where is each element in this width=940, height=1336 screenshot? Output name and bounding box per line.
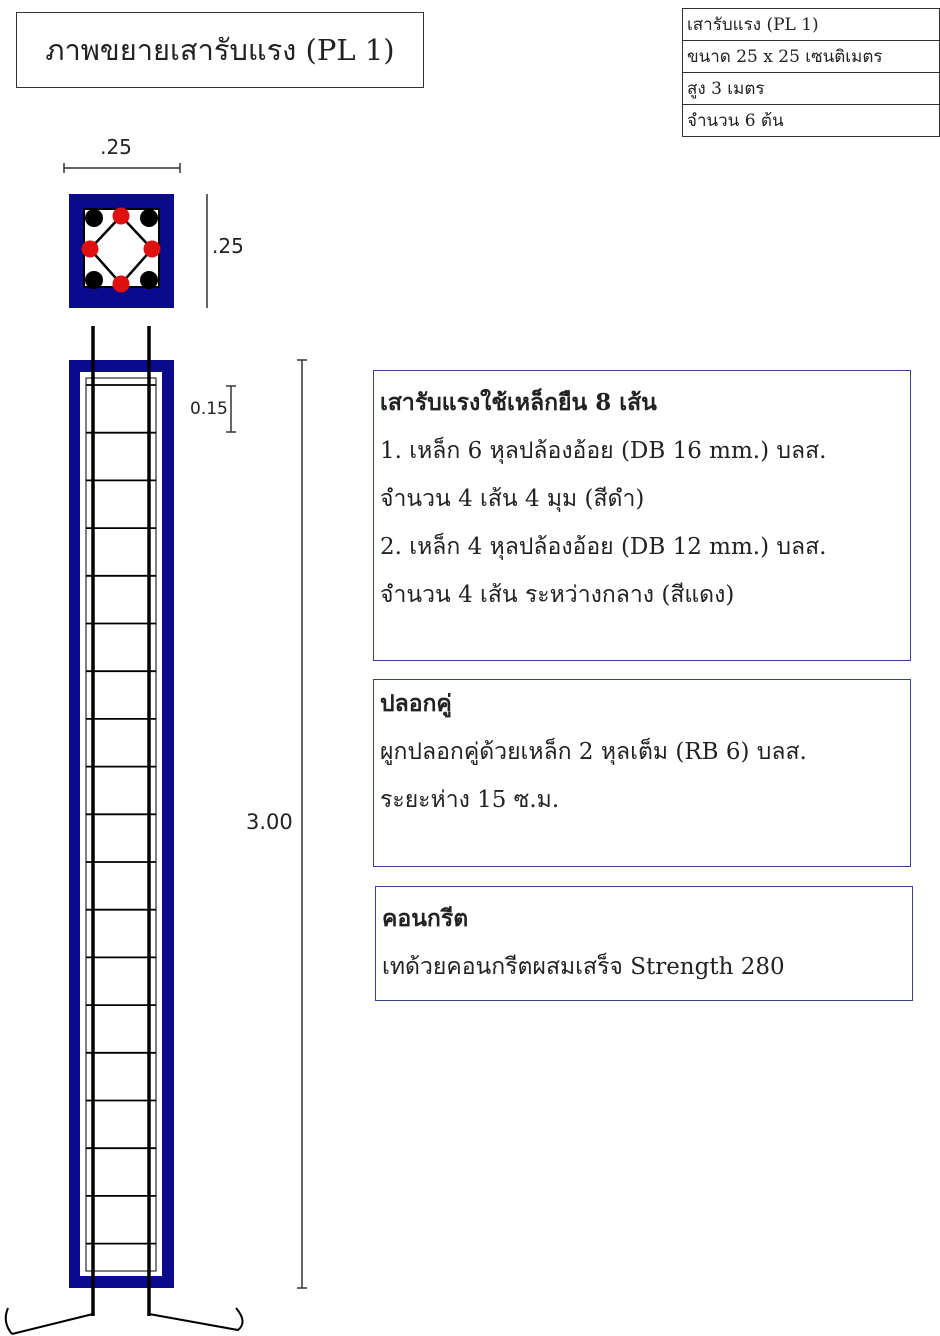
note-stirrups-heading: ปลอกคู่ [380, 690, 452, 717]
note-main-bars-line: 1. เหล็ก 6 หุลปล้องอ้อย (DB 16 mm.) บลส. [380, 438, 827, 464]
spec-row-name: เสารับแรง (PL 1) [683, 9, 940, 41]
note-main-bars [373, 370, 911, 661]
spec-row-height: สูง 3 เมตร [683, 73, 940, 105]
column-elevation [6, 326, 243, 1334]
corner-bar-top-right [140, 209, 158, 227]
corner-bar-bottom-left [85, 271, 103, 289]
section-depth-label: .25 [212, 234, 244, 258]
note-main-bars-line: 2. เหล็ก 4 หุลปล้องอ้อย (DB 12 mm.) บลส. [380, 534, 827, 560]
spec-row-size: ขนาด 25 x 25 เซนติเมตร [683, 41, 940, 73]
middle-bar-bottom [113, 276, 130, 293]
note-stirrups [373, 679, 911, 867]
middle-bar-top [113, 208, 130, 225]
middle-bar-right [144, 241, 161, 258]
note-concrete-line: เทด้วยคอนกรีตผสมเสร็จ Strength 280 [382, 954, 785, 980]
note-main-bars-heading: เสารับแรงใช้เหล็กยืน 8 เส้น [380, 389, 657, 416]
corner-bar-bottom-right [140, 271, 158, 289]
tie-spacing-label: 0.15 [190, 399, 228, 419]
column-height-label: 3.00 [246, 810, 293, 834]
note-stirrups-line: ระยะห่าง 15 ซ.ม. [380, 787, 560, 813]
drawing-title: ภาพขยายเสารับแรง (PL 1) [16, 12, 424, 88]
footing-hook-right [149, 1308, 243, 1330]
note-concrete-heading: คอนกรีต [382, 905, 469, 932]
spec-row-quantity: จำนวน 6 ต้น [683, 105, 940, 137]
note-main-bars-line: จำนวน 4 เส้น ระหว่างกลาง (สีแดง) [380, 582, 735, 608]
cross-section [64, 135, 244, 308]
middle-bar-left [82, 241, 99, 258]
footing-hook-left [6, 1308, 93, 1334]
note-stirrups-line: ผูกปลอกคู่ด้วยเหล็ก 2 หุลเต็ม (RB 6) บลส. [380, 739, 807, 765]
section-width-label: .25 [100, 135, 132, 159]
note-main-bars-line: จำนวน 4 เส้น 4 มุม (สีดำ) [380, 486, 645, 512]
note-concrete [375, 886, 913, 1001]
corner-bar-top-left [85, 209, 103, 227]
